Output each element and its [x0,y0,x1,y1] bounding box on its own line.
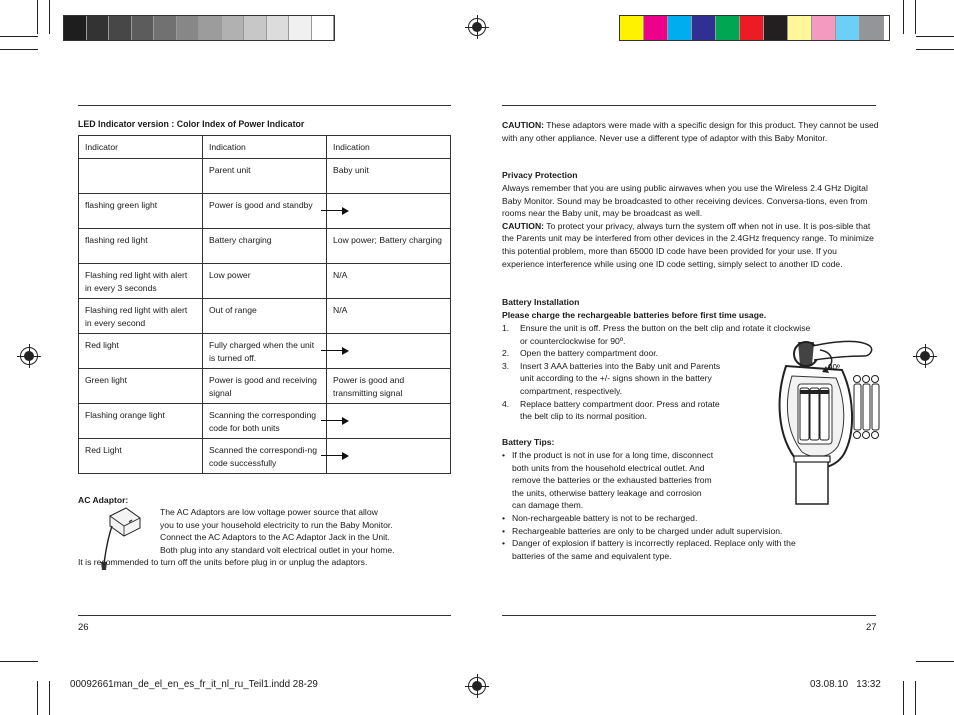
color-swatch [177,16,200,40]
caution-text: To protect your privacy, always turn the system off when not in use. It is pos-sible that the Parents unit may be interfered from other devices in the 2.4GHz frequency range. To minimize this potential problem, more than 65000 ID code have been provided for your use. If you experience interference while using one ID code setting, simply select to another ID code. [502,220,874,269]
right-arrow-icon [321,347,349,355]
color-swatch [620,16,644,40]
header-cell: Indication [327,136,451,159]
color-swatch [716,16,740,40]
color-swatch [644,16,668,40]
color-swatch [109,16,132,40]
list-item-line: unit according to the +/- signs shown in the battery [520,373,712,384]
color-swatch [692,16,716,40]
table-row [79,404,451,439]
color-swatch [836,16,860,40]
list-item-line: can damage them. [512,500,584,511]
crop-mark [903,0,904,34]
caution-label: CAUTION: [502,120,545,130]
registration-mark-right [916,347,934,365]
ac-adaptor-heading: AC Adaptor: [78,495,129,505]
process-color-bar [619,15,890,41]
privacy-heading: Privacy Protection [502,170,578,180]
table-row [79,299,451,334]
list-item-line: Danger of explosion if battery is incorrectly replaced. Replace only with the [512,538,796,549]
table-cell: Green light [79,369,203,404]
table-cell: Scanned the correspondi-ng code successfully [203,439,327,474]
table-row [79,194,451,229]
table-header-row [79,136,451,159]
left-bottom-rule [78,615,451,616]
table-row [79,264,451,299]
table-cell: Scanning the corresponding code for both units [203,404,327,439]
privacy-caution [502,220,880,270]
table-cell: Baby unit [327,159,451,194]
crop-mark [0,36,38,37]
color-swatch [132,16,155,40]
rotation-angle-label: 90º [828,363,840,372]
table-cell: flashing red light [79,229,203,264]
led-indicator-table [78,135,451,474]
color-swatch [87,16,110,40]
color-swatch [764,16,788,40]
caution-text: These adaptors were made with a specific design for this product. They cannot be used with any other appliance. Never use a different type of adaptor with this Baby Monitor. [502,120,879,143]
list-marker: 2. [502,348,510,359]
crop-mark [0,661,38,662]
led-table-title: LED Indicator version : Color Index of Power Indicator [78,119,305,129]
ac-adaptor-line: you to use your household electricity to run the Baby Monitor. [160,519,393,530]
table-cell: Red light [79,334,203,369]
color-swatch [312,16,335,40]
table-cell: Low power [203,264,327,299]
crop-mark [37,0,38,34]
header-cell: Indication [203,136,327,159]
right-arrow-icon [321,207,349,215]
registration-mark-left [20,347,38,365]
color-swatch [267,16,290,40]
color-swatch [812,16,836,40]
table-cell [327,194,451,229]
ac-adaptor-note: It is recommended to turn off the units before plug in or unplug the adaptors. [78,557,368,567]
color-swatch [740,16,764,40]
battery-subheading: Please charge the rechargeable batteries before first time usage. [502,310,767,320]
list-item-line: compartment, respectively. [520,385,623,396]
registration-mark-bottom [468,677,486,695]
ac-adaptor-line: Connect the AC Adaptors to the AC Adaptor Jack in the Unit. [160,532,390,543]
table-cell: Power is good and receiving signal [203,369,327,404]
table-row [79,439,451,474]
crop-mark [37,681,38,715]
table-cell: Fully charged when the unit is turned off. [203,334,327,369]
crop-mark [915,0,916,34]
list-marker: 3. [502,360,510,371]
color-swatch [154,16,177,40]
table-row [79,369,451,404]
list-item-line: Insert 3 AAA batteries into the Baby unit and Parents [520,360,721,371]
list-item-line: the belt clip to its normal position. [520,411,648,422]
ac-adaptor-line: The AC Adaptors are low voltage power source that allow [160,507,378,517]
list-item-line: remove the batteries or the exhausted batteries from [512,475,712,486]
table-cell [327,404,451,439]
page-number-right: 27 [866,622,877,633]
left-top-rule [78,105,451,106]
right-bottom-rule [502,615,876,616]
color-swatch [64,16,87,40]
list-marker: • [502,512,506,523]
list-item-line: If the product is not in use for a long time, disconnect [512,450,714,460]
table-row [79,159,451,194]
table-cell: Red Light [79,439,203,474]
table-row [79,334,451,369]
table-cell [79,159,203,194]
crop-mark [903,681,904,715]
table-cell: N/A [327,299,451,334]
registration-mark-top [468,18,486,36]
table-cell: Battery charging [203,229,327,264]
list-marker: 4. [502,398,510,409]
list-item-line: Rechargeable batteries are only to be charged under adult supervision. [512,525,783,536]
color-swatch [289,16,312,40]
table-cell: Flashing red light with alert in every second [79,299,203,334]
list-item-line: the units, otherwise battery leakage and corrosion [512,487,702,498]
color-swatch [860,16,884,40]
list-item-line: Replace battery compartment door. Press and rotate [520,398,720,409]
privacy-paragraph [502,182,880,270]
color-swatch [199,16,222,40]
list-item-line: Non-rechargeable battery is not to be recharged. [512,512,698,523]
header-cell: Indicator [79,136,203,159]
list-marker: • [502,450,506,460]
table-cell: Power is good and standby [203,194,327,229]
battery-tips-heading: Battery Tips: [502,437,555,447]
ac-adaptor-line: Both plug into any standard volt electrical outlet in your home. [160,544,395,555]
table-cell: Out of range [203,299,327,334]
right-top-rule [502,105,876,106]
table-cell: Flashing orange light [79,404,203,439]
caution-label: CAUTION: [502,220,545,231]
color-swatch [668,16,692,40]
battery-installation-illustration [772,336,882,508]
table-cell [327,334,451,369]
table-cell: Power is good and transmitting signal [327,369,451,404]
list-item-line: both units from the household electrical outlet. And [512,462,705,473]
right-arrow-icon [321,452,349,460]
battery-heading: Battery Installation [502,297,580,307]
color-swatch [244,16,267,40]
table-cell: Parent unit [203,159,327,194]
page-number-left: 26 [78,622,89,633]
list-marker: • [502,538,506,549]
crop-mark [916,661,954,662]
crop-mark [916,49,954,50]
table-cell: flashing green light [79,194,203,229]
tip-item [502,525,880,538]
slug-date-time: 03.08.10 13:32 [810,679,881,690]
slug-file-name: 00092661man_de_el_en_es_fr_it_nl_ru_Teil1.indd 28-29 [70,679,318,690]
list-marker: • [502,525,506,536]
ac-adaptor-text [160,506,450,556]
grayscale-color-bar [63,15,335,41]
crop-mark [0,49,38,50]
right-arrow-icon [321,417,349,425]
crop-mark [915,681,916,715]
color-swatch [788,16,812,40]
crop-mark [916,36,954,37]
table-cell: Low power; Battery charging [327,229,451,264]
list-item-line: Open the battery compartment door. [520,348,659,359]
crop-mark [49,0,50,34]
list-item-line: or counterclockwise for 90º. [520,335,626,346]
table-cell: N/A [327,264,451,299]
table-row [79,229,451,264]
caution-adaptor-paragraph [502,119,880,144]
list-item-line: batteries of the same and equivalent type. [512,550,672,561]
list-marker: 1. [502,323,510,333]
color-swatch [222,16,245,40]
table-cell [327,439,451,474]
tip-item [502,537,880,562]
crop-mark [49,681,50,715]
list-item-line: Ensure the unit is off. Press the button on the belt clip and rotate it clockwise [520,323,811,333]
tip-item [502,512,880,525]
privacy-text: Always remember that you are using public airwaves when you use the Wireless 2.4 GHz Digital Baby Monitor. Sound may be broadcasted to other receiving devices. Conversa-tions, even from rooms near the Baby unit, may be broadcast as well. [502,183,868,219]
table-cell: Flashing red light with alert in every 3 seconds [79,264,203,299]
